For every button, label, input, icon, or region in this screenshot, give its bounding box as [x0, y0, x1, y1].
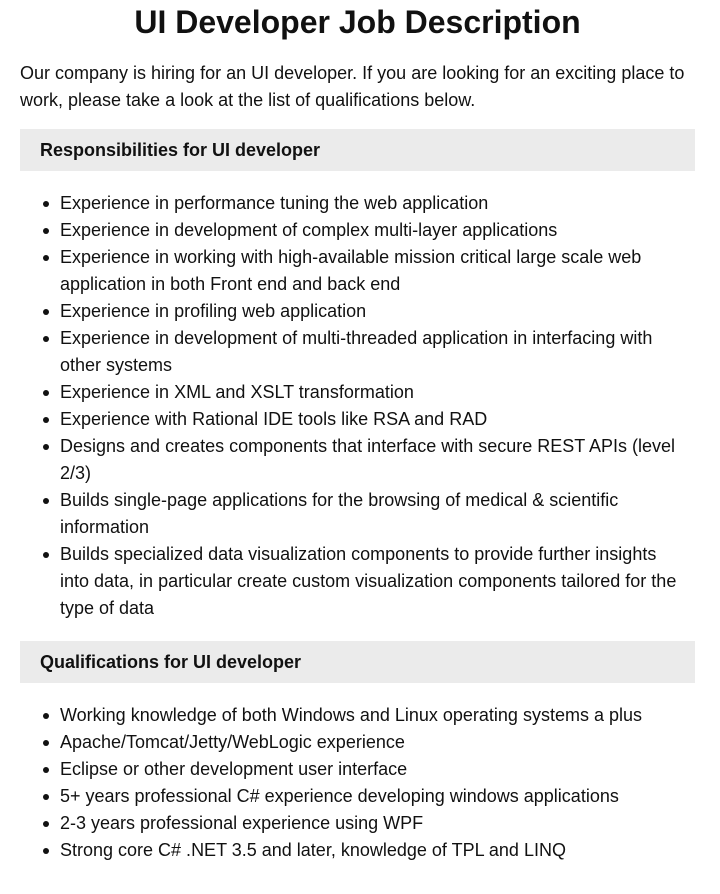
intro-paragraph: Our company is hiring for an UI developer. If you are looking for an exciting place to work, please take a look at the list of qualifications below.	[20, 63, 685, 110]
list-item: Experience in working with high-available mission critical large scale web application in both Front end and back end	[60, 244, 690, 298]
responsibilities-heading: Responsibilities for UI developer	[20, 129, 695, 171]
list-item: 5+ years professional C# experience developing windows applications	[60, 783, 690, 810]
list-item: Working knowledge of both Windows and Linux operating systems a plus	[60, 702, 690, 729]
responsibilities-list	[20, 190, 690, 622]
list-item: Experience in XML and XSLT transformation	[60, 379, 690, 406]
list-item: Experience in development of complex multi-layer applications	[60, 217, 690, 244]
list-item: Experience in development of multi-threaded application in interfacing with other systems	[60, 325, 690, 379]
list-item: Designs and creates components that interface with secure REST APIs (level 2/3)	[60, 433, 690, 487]
qualifications-list	[20, 702, 690, 864]
list-item: Builds single-page applications for the browsing of medical & scientific information	[60, 487, 690, 541]
list-item: Eclipse or other development user interface	[60, 756, 690, 783]
list-item: 2-3 years professional experience using WPF	[60, 810, 690, 837]
list-item: Experience with Rational IDE tools like RSA and RAD	[60, 406, 690, 433]
list-item: Experience in profiling web application	[60, 298, 690, 325]
list-item: Strong core C# .NET 3.5 and later, knowledge of TPL and LINQ	[60, 837, 690, 864]
page-title: UI Developer Job Description	[134, 4, 581, 40]
list-item: Apache/Tomcat/Jetty/WebLogic experience	[60, 729, 690, 756]
qualifications-heading: Qualifications for UI developer	[20, 641, 695, 683]
list-item: Experience in performance tuning the web application	[60, 190, 690, 217]
list-item: Builds specialized data visualization components to provide further insights into data, in particular create custom visualization components tailored for the type of data	[60, 541, 690, 622]
